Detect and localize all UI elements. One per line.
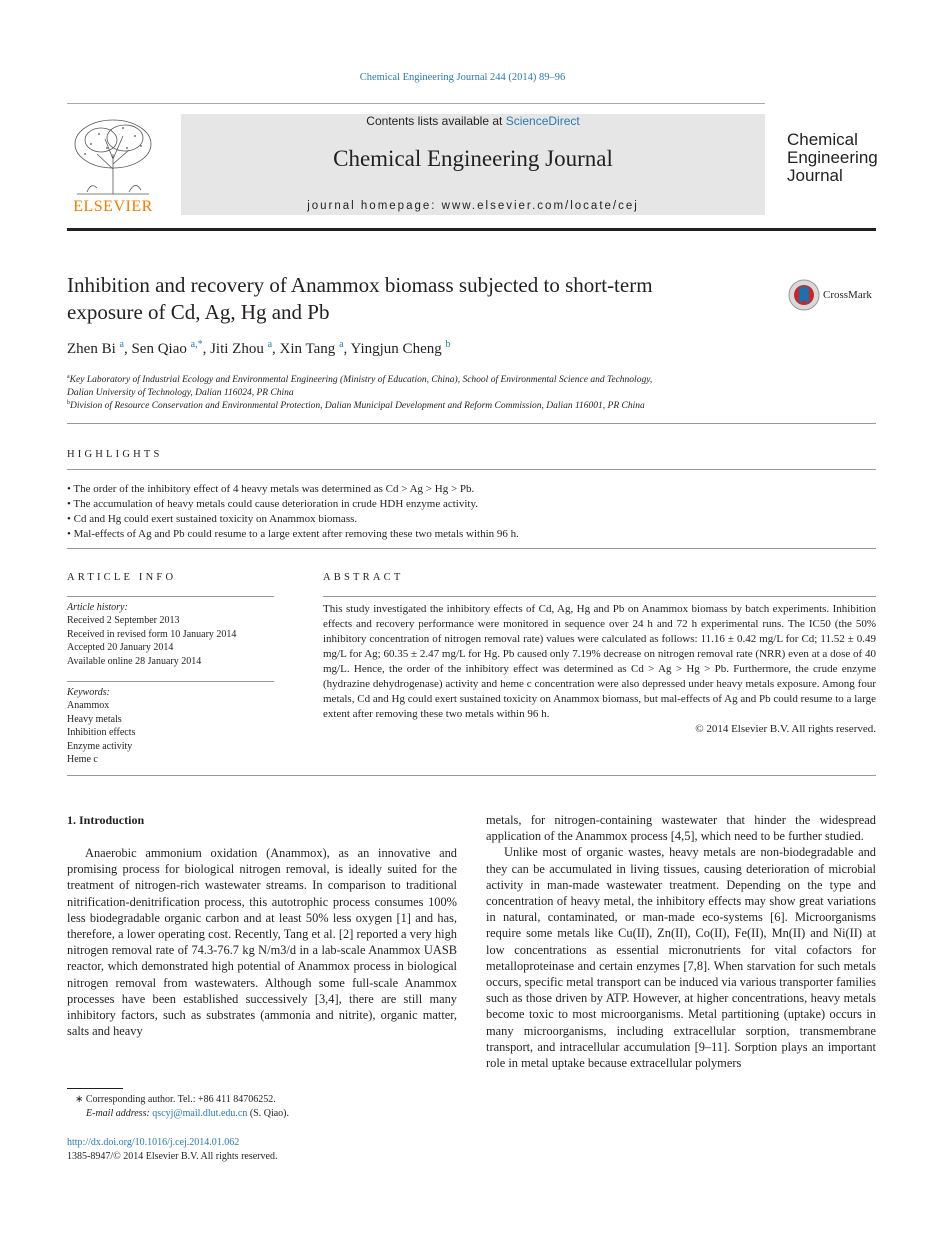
history-item: Accepted 20 January 2014 xyxy=(67,642,174,654)
history-item: Received in revised form 10 January 2014 xyxy=(67,628,237,640)
author-list: Zhen Bi $^a$, Sen Qiao $^{a,*}$, Jiti Zhou $^a$, Xin Tang $^a$, Yingjun Cheng $^b$ xyxy=(67,339,451,357)
author-affil-marker[interactable]: b xyxy=(445,339,451,350)
author-name: Xin Tang xyxy=(279,341,336,357)
section-heading-introduction: 1. Introduction xyxy=(67,813,145,827)
divider xyxy=(67,681,274,682)
cover-title-line: Engineering xyxy=(787,148,878,167)
history-label: Article history: xyxy=(67,602,128,613)
highlights-list xyxy=(67,482,876,542)
highlight-item: • Mal-effects of Ag and Pb could resume to a large extent after removing these two metals within 96 h. xyxy=(67,527,876,542)
header-thick-rule xyxy=(67,228,876,231)
email-link[interactable]: qscyj@mail.dlut.edu.cn xyxy=(152,1108,248,1119)
keywords-label: Keywords: xyxy=(67,687,110,698)
intro-paragraph: Anaerobic ammonium oxidation (Anammox), as an innovative and promising process for biological nitrogen removal, is ideally suited for the treatment of nitrogen-rich wastewater streams. In comparison to traditional nitrification-denitrification process, this autotrophic process consumes 100% less biodegradable organic carbon and at least 50% less oxygen [1] and has, therefore, a lower operating cost. Recently, Tang et al. [2] reported a very high nitrogen removal rate of 74.3-76.7 kg N/m3/d in a lab-scale Anammox UASB reactor, which demonstrated high potential of Anammox process in biological nitrogen removal from wastewaters. Although some full-scale Anammox processes have been established successively [3,4], there are still many inhibitory factors, such as substrates (ammonia and nitrite), organic matter, salts and heavy xyxy=(67,846,457,1039)
intro-right-column xyxy=(486,812,876,1071)
history-item: Received 2 September 2013 xyxy=(67,615,180,627)
divider xyxy=(67,596,274,597)
divider xyxy=(67,548,876,549)
affil-marker: b xyxy=(67,400,70,406)
header-rule xyxy=(67,103,765,104)
publisher-name: ELSEVIER xyxy=(73,198,153,215)
author-affil-marker[interactable]: a,* xyxy=(190,339,203,350)
email-suffix: (S. Qiao). xyxy=(247,1108,289,1119)
crossmark-label[interactable]: CrossMark xyxy=(823,289,872,301)
highlights-heading: HIGHLIGHTS xyxy=(67,449,163,460)
history-item: Available online 28 January 2014 xyxy=(67,655,202,667)
article-info-heading: ARTICLE INFO xyxy=(67,572,177,583)
article-history xyxy=(67,601,274,668)
abstract-copyright: © 2014 Elsevier B.V. All rights reserved. xyxy=(695,723,876,735)
divider xyxy=(67,775,876,776)
footnote-rule xyxy=(67,1088,123,1089)
doi-link[interactable]: http://dx.doi.org/10.1016/j.cej.2014.01.062 xyxy=(67,1137,240,1148)
keywords-block xyxy=(67,686,274,766)
author-name: Jiti Zhou xyxy=(210,341,264,357)
email-note xyxy=(86,1107,289,1121)
keyword: Heavy metals xyxy=(67,713,122,725)
affil-marker: a xyxy=(67,374,70,380)
keyword: Heme c xyxy=(67,754,98,766)
keyword: Anammox xyxy=(67,700,110,712)
author-name: Sen Qiao xyxy=(131,341,187,357)
article-title xyxy=(67,272,767,326)
highlight-item: • The accumulation of heavy metals could cause deterioration in crude HDH enzyme activity. xyxy=(67,497,876,512)
contents-prefix: Contents lists available at xyxy=(366,114,506,128)
divider xyxy=(67,469,876,470)
divider xyxy=(67,423,876,424)
abstract-text: This study investigated the inhibitory effects of Cd, Ag, Hg and Pb on Anammox biomass by batch experiments. Inhibition effects and recovery performance were monitored in sequence over 24 h and 72 h experimental runs. The IC50 (the 50% inhibitory concentration of nitrogen removal rate) values were calculated as follows: 11.16 ± 0.42 mg/L for Cd; 11.52 ± 0.49 mg/L for Ag; 60.35 ± 2.47 mg/L for Hg. Pb caused only 7.19% decrease on nitrogen removal rate (NRR) even at a dose of 40 mg/L. Hence, the order of the inhibitory effect was determined as Cd > Ag > Hg > Pb. Furthermore, the crude enzyme (hydrazine dehydrogenase) activity and heme c concentration were also depressed under heavy metals exposure. Among four metals, Cd and Hg could exert sustained toxicity on Anammox biomass, but mal-effects of Ag and Pb could resume to a large extent after removing these two metals within 96 h. xyxy=(323,603,876,720)
intro-paragraph: Unlike most of organic wastes, heavy metals are non-biodegradable and they can be accumulated in living tissues, causing deterioration of microbial activity in man-made wastewater treatment. Depending on the type and concentration of heavy metal, the inhibitory effects may show great variations in natural, contaminated, or man-made eco-systems [6]. Microorganisms require some metals like Cu(II), Zn(II), Co(II), Fe(II), Mn(II) and Ni(II) at low concentrations as essential micronutrients for vital cofactors for metalloproteinase and certain enzymes [7,8]. When starvation for such metals occurs, specific metal transport can be induced via various transporter families such as those driven by ATP. However, at higher concentrations, heavy metals become toxic to most microorganisms. Metal partitioning (uptake) occurs in many microorganisms, including extracellular sorption, transmembrane transport, and intracellular accumulation [9–11]. Sorption plays an important role in metal uptake because extracellular polymers xyxy=(486,845,876,1071)
highlight-item: • The order of the inhibitory effect of 4 heavy metals was determined as Cd > Ag > Hg > Pb. xyxy=(67,482,876,497)
keyword: Enzyme activity xyxy=(67,740,133,752)
affil-text: Dalian University of Technology, Dalian 116024, PR China xyxy=(67,388,294,399)
author-name: Zhen Bi xyxy=(67,341,116,357)
email-label: E-mail address: xyxy=(86,1108,153,1119)
crossmark-icon[interactable] xyxy=(788,279,820,315)
title-line: Inhibition and recovery of Anammox biomass subjected to short-term xyxy=(67,273,653,297)
abstract-heading: ABSTRACT xyxy=(323,572,404,583)
keyword: Inhibition effects xyxy=(67,727,136,739)
author-affil-marker[interactable]: a xyxy=(267,339,273,350)
affiliation-b xyxy=(67,397,807,413)
corresponding-author-note: ∗ Corresponding author. Tel.: +86 411 84706252. xyxy=(75,1094,276,1105)
journal-homepage[interactable]: journal homepage: www.elsevier.com/locate/cej xyxy=(307,200,639,212)
highlight-item: • Cd and Hg could exert sustained toxicity on Anammox biomass. xyxy=(67,512,876,527)
affiliation-a xyxy=(67,371,807,400)
cover-title-line: Journal xyxy=(787,166,843,185)
divider xyxy=(323,596,876,597)
abstract-body xyxy=(323,602,876,737)
sciencedirect-link[interactable]: ScienceDirect xyxy=(505,114,580,128)
journal-cover-title xyxy=(787,131,878,185)
author-affil-marker[interactable]: a xyxy=(339,339,344,350)
affil-text: Key Laboratory of Industrial Ecology and Environmental Engineering (Ministry of Education, China), School of Environmental Science and Technology, xyxy=(69,375,653,386)
journal-name: Chemical Engineering Journal xyxy=(333,146,613,171)
affil-text: Division of Resource Conservation and Environmental Protection, Dalian Municipal Development and Reform Commission, Dalian 116001, PR China xyxy=(70,401,645,412)
title-line: exposure of Cd, Ag, Hg and Pb xyxy=(67,300,330,324)
issn-copyright: 1385-8947/© 2014 Elsevier B.V. All rights reserved. xyxy=(67,1151,278,1162)
journal-citation[interactable]: Chemical Engineering Journal 244 (2014) 89–96 xyxy=(359,72,566,83)
contents-line xyxy=(181,114,765,128)
author-name: Yingjun Cheng xyxy=(350,341,442,357)
author-affil-marker[interactable]: a xyxy=(119,339,124,350)
intro-paragraph-continued: metals, for nitrogen-containing wastewater that hinder the widespread application of the Anammox process [4,5], which need to be further studied. xyxy=(486,813,876,844)
intro-left-column xyxy=(67,845,457,1039)
cover-title-line: Chemical xyxy=(787,130,858,149)
